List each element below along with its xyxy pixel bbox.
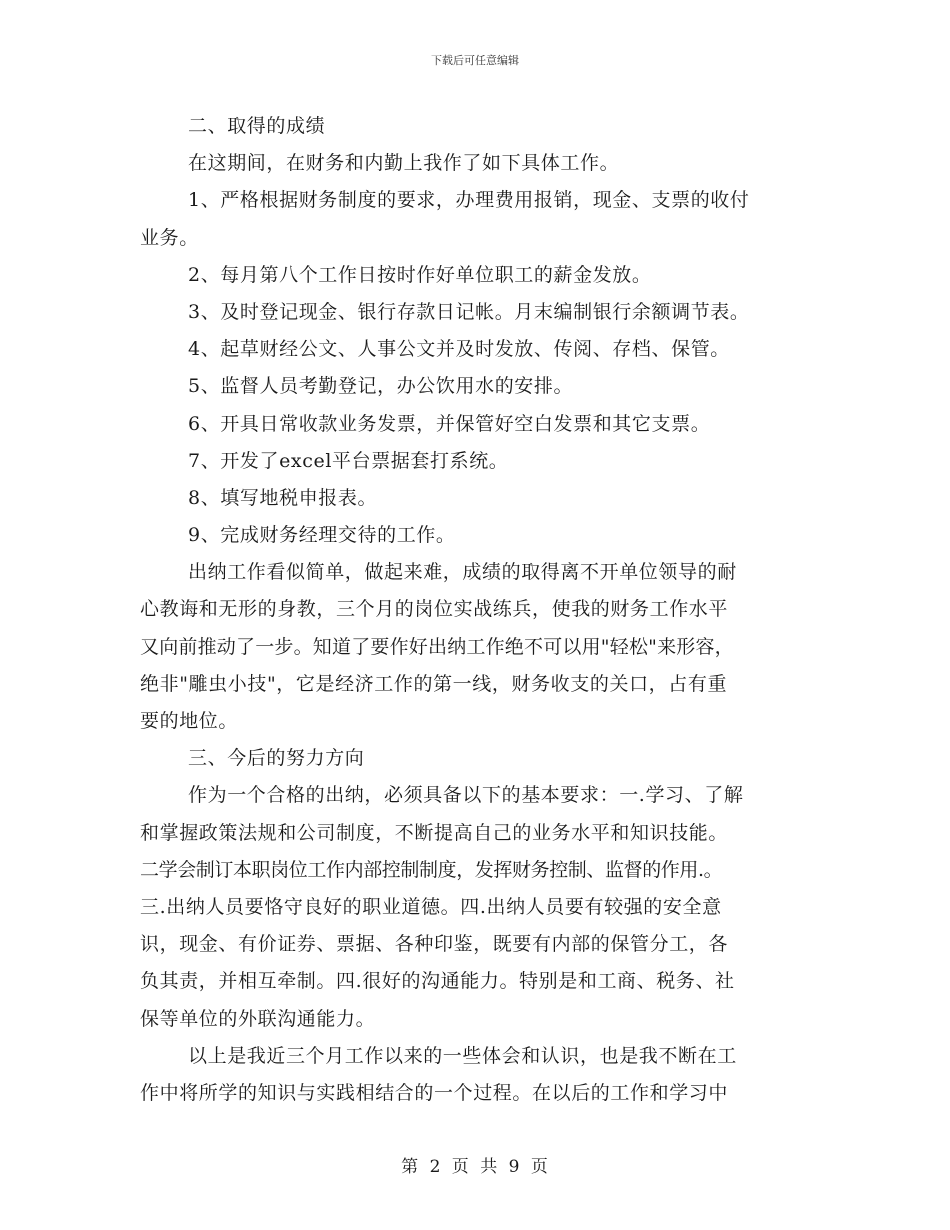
paragraph-line: 在这期间，在财务和内勤上我作了如下具体工作。 — [188, 152, 620, 175]
paragraph-line: 作中将所学的知识与实践相结合的一个过程。在以后的工作和学习中 — [140, 1081, 729, 1104]
list-item: 7、开发了excel平台票据套打系统。 — [188, 449, 509, 472]
list-item: 8、填写地税申报表。 — [188, 486, 378, 509]
document-body — [140, 108, 812, 1112]
page-header: 下载后可任意编辑 — [431, 54, 519, 67]
current-page-number: 2 — [429, 1157, 442, 1177]
list-item: 4、起草财经公文、人事公文并及时发放、传阅、存档、保管。 — [188, 338, 730, 361]
footer-gong: 共 — [480, 1157, 499, 1177]
list-item: 1、严格根据财务制度的要求，办理费用报销，现金、支票的收付 — [188, 189, 750, 212]
paragraph-line: 出纳工作看似简单，做起来难，成绩的取得离不开单位领导的耐 — [188, 561, 737, 584]
paragraph-line: 心教诲和无形的身教，三个月的岗位实战练兵，使我的财务工作水平 — [140, 598, 729, 621]
list-item: 5、监督人员考勤登记，办公饮用水的安排。 — [188, 375, 574, 398]
section-heading: 二、取得的成绩 — [188, 115, 326, 137]
list-item: 2、每月第八个工作日按时作好单位职工的薪金发放。 — [188, 263, 652, 286]
paragraph-line: 业务。 — [140, 226, 199, 249]
list-item: 3、及时登记现金、银行存款日记帐。月末编制银行余额调节表。 — [188, 300, 750, 323]
paragraph-line: 以上是我近三个月工作以来的一些体会和认识，也是我不断在工 — [188, 1044, 737, 1067]
footer-ye: 页 — [451, 1157, 470, 1177]
paragraph-line: 负其责，并相互牵制。四.很好的沟通能力。特别是和工商、税务、社 — [140, 970, 735, 993]
total-page-count: 9 — [508, 1157, 521, 1177]
footer-di: 第 — [401, 1157, 420, 1177]
paragraph-line: 又向前推动了一步。知道了要作好出纳工作绝不可以用"轻松"来形容， — [140, 635, 734, 658]
section-heading: 三、今后的努力方向 — [188, 747, 365, 770]
paragraph-line: 二学会制订本职岗位工作内部控制制度，发挥财务控制、监督的作用.。 — [140, 858, 723, 881]
paragraph-line: 识，现金、有价证券、票据、各种印鉴，既要有内部的保管分工，各 — [140, 933, 729, 956]
list-item: 9、完成财务经理交待的工作。 — [188, 524, 456, 547]
list-item: 6、开具日常收款业务发票，并保管好空白发票和其它支票。 — [188, 412, 711, 435]
paragraph-line: 作为一个合格的出纳，必须具备以下的基本要求：一.学习、了解 — [188, 784, 744, 807]
paragraph-line: 保等单位的外联沟通能力。 — [140, 1007, 376, 1030]
paragraph-line: 要的地位。 — [140, 710, 239, 732]
paragraph-line: 绝非"雕虫小技"，它是经济工作的第一线，财务收支的关口，占有重 — [140, 672, 728, 695]
paragraph-line: 三.出纳人员要恪守良好的职业道德。四.出纳人员要有较强的安全意 — [140, 895, 722, 918]
page-footer — [0, 1152, 950, 1177]
paragraph-line: 和掌握政策法规和公司制度，不断提高自己的业务水平和知识技能。 — [140, 821, 729, 844]
footer-ye-end: 页 — [530, 1157, 549, 1177]
